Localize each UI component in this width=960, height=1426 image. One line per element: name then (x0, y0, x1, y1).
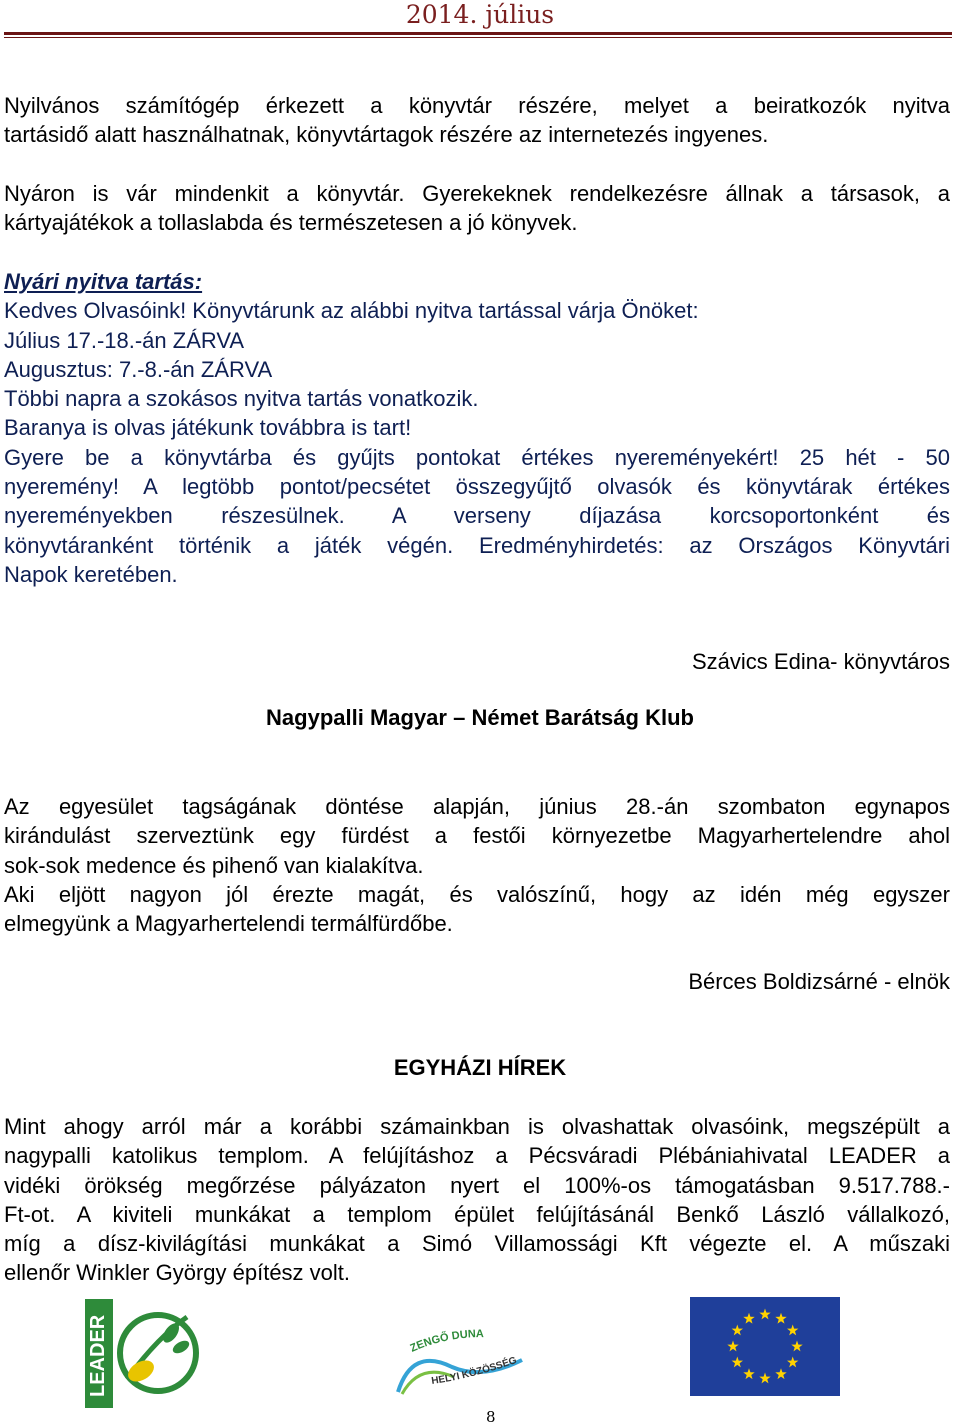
text-line: sok-sok medence és pihenő van kialakítva. (4, 852, 424, 878)
text-line: Ft-ot. A kiviteli munkákat a templom épület felújításánál Benkő László vállalkozó, (4, 1201, 950, 1227)
text-line: nagypalli katolikus templom. A felújításhoz a Pécsváradi Plébániahivatal LEADER a (4, 1143, 950, 1169)
text-line: Nyilvános számítógép érkezett a könyvtár részére, melyet a beiratkozók nyitva (4, 93, 950, 118)
leader-logo-text: LEADER (87, 1314, 109, 1397)
zengo-logo-top-text: ZENGŐ DUNA (408, 1328, 484, 1355)
text-line: Nyáron is vár mindenkit a könyvtár. Gyerekeknek rendelkezésre állnak a társasok, a (4, 181, 950, 206)
eu-flag-logo (690, 1297, 840, 1396)
text-line: vidéki örökség megőrzése pályázaton nyert el 100%-os támogatásban 9.517.788.- (4, 1172, 950, 1198)
zengo-duna-logo (392, 1322, 542, 1400)
header-rule-thin (4, 37, 952, 38)
text-line: Többi napra a szokásos nyitva tartás vonatkozik. (4, 386, 479, 412)
svg-text:ZENGŐ DUNA (408, 1328, 484, 1355)
signature-president: Bérces Boldizsárné - elnök (688, 969, 950, 994)
text-line: Mint ahogy arról már a korábbi számainkban is olvashattak olvasóink, megszépült a (4, 1114, 950, 1139)
leader-logo (83, 1297, 201, 1410)
text-line: Az egyesület tagságának döntése alapján, június 28.-án szombaton egynapos (4, 794, 950, 819)
svg-text:HELYI KÖZÖSSÉG (431, 1355, 519, 1387)
text-line: kártyajátékok a tollaslabda és természetesen a jó könyvek. (4, 210, 578, 236)
signature-librarian: Szávics Edina- könyvtáros (692, 649, 950, 674)
paragraph-computer (4, 91, 950, 150)
text-line: elmegyünk a Magyarhertelendi termálfürdőbe. (4, 911, 453, 937)
text-line: nyeremény! A legtöbb pontot/pecsétet összegyűjtő olvasók és könyvtárak értékes (4, 474, 950, 500)
text-line: tartásidő alatt használhatnak, könyvtártagok részére az internetezés ingyenes. (4, 122, 769, 148)
church-paragraph (4, 1112, 950, 1288)
paragraph-summer-library (4, 179, 950, 238)
page-number: 8 (486, 1408, 496, 1426)
text-line: Baranya is olvas játékunk továbbra is tart! (4, 415, 412, 441)
church-heading: EGYHÁZI HÍREK (393, 1055, 567, 1080)
text-line: Kedves Olvasóink! Könyvtárunk az alábbi nyitva tartással várja Önöket: (4, 298, 699, 324)
summer-hours-heading: Nyári nyitva tartás: (4, 269, 203, 294)
text-line: ellenőr Winkler György építész volt. (4, 1260, 351, 1286)
club-heading: Nagypalli Magyar – Német Barátság Klub (266, 705, 694, 730)
club-paragraph (4, 792, 950, 938)
text-line: Napok keretében. (4, 561, 178, 587)
text-line: nyereményekben részesülnek. A verseny díjazása korcsoportonként és (4, 503, 950, 529)
summer-hours-section (4, 267, 950, 589)
header-title: 2014. július (405, 0, 555, 29)
text-line: Július 17.-18.-án ZÁRVA (4, 327, 245, 353)
text-line: kirándulást szerveztünk egy fürdést a festői környezetbe Magyarhertelendre ahol (4, 823, 950, 849)
text-line: könyvtáranként történik a játék végén. Eredményhirdetés: az Országos Könyvtári (4, 532, 950, 558)
zengo-logo-bottom-text: HELYI KÖZÖSSÉG (430, 1354, 519, 1387)
header-rule (4, 32, 952, 35)
text-line: Aki eljött nagyon jól érezte magát, és valószínű, hogy az idén még egyszer (4, 881, 950, 907)
text-line: míg a dísz-kivilágítási munkákat a Simó Villamossági Kft végezte el. A műszaki (4, 1231, 950, 1257)
text-line: Gyere be a könyvtárba és gyűjts pontokat értékes nyereményekért! 25 hét - 50 (4, 444, 950, 470)
text-line: Augusztus: 7.-8.-án ZÁRVA (4, 356, 273, 382)
